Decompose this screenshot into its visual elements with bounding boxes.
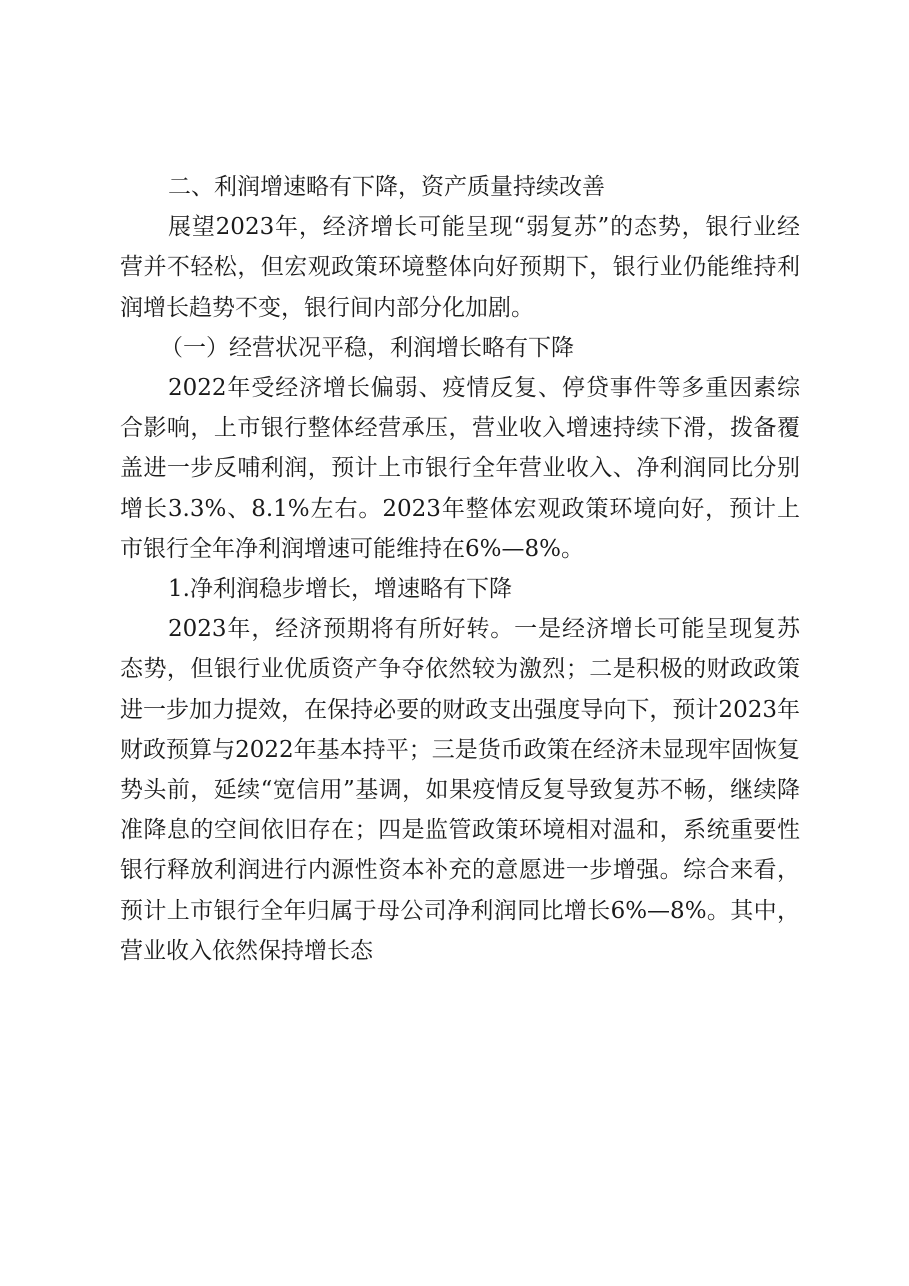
document-body xyxy=(120,167,800,971)
paragraph-outlook: 展望2023年，经济增长可能呈现“弱复苏”的态势，银行业经营并不轻松，但宏观政策环境整体向好预期下，银行业仍能维持利润增长趋势不变，银行间内部分化加剧。 xyxy=(120,214,800,321)
subsubsection-heading: 1.净利润稳步增长，增速略有下降 xyxy=(168,576,512,603)
subsection-heading: （一）经营状况平稳，利润增长略有下降 xyxy=(160,334,574,361)
paragraph-2023: 2023年，经济预期将有所好转。一是经济增长可能呈现复苏态势，但银行业优质资产争夺依然较为激烈；二是积极的财政政策进一步加力提效，在保持必要的财政支出强度导向下，预计2023年财政预算与2022年基本持平；三是货币政策在经济未显现牢固恢复势头前，延续“宽信用”基调，如果疫情反复导致复苏不畅，继续降准降息的空间依旧存在；四是监管政策环境相对温和，系统重要性银行释放利润进行内源性资本补充的意愿进一步增强。综合来看，预计上市银行全年归属于母公司净利润同比增长6%—8%。其中，营业收入依然保持增长态 xyxy=(120,616,800,964)
section-heading: 二、利润增速略有下降，资产质量持续改善 xyxy=(168,174,605,200)
paragraph-2022: 2022年受经济增长偏弱、疫情反复、停贷事件等多重因素综合影响，上市银行整体经营承压，营业收入增速持续下滑，拨备覆盖进一步反哺利润，预计上市银行全年营业收入、净利润同比分别增长3.3%、8.1%左右。2023年整体宏观政策环境向好，预计上市银行全年净利润增速可能维持在6%—8%。 xyxy=(120,375,800,562)
